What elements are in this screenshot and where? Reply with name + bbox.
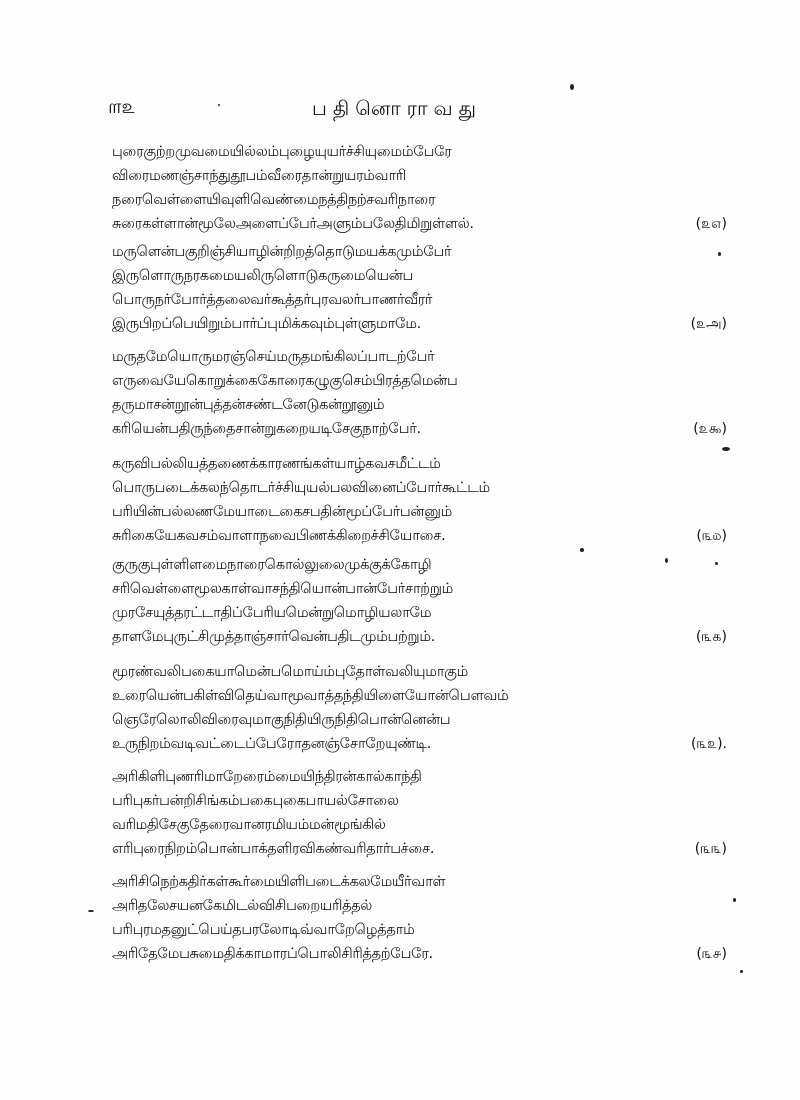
verse-line: சரிவெள்ளைமூலகாள்வாசந்தியொன்பான்பேர்சாற்றும் xyxy=(112,580,453,597)
verse-number: (௨௭) xyxy=(695,216,727,232)
verse-line: பொருநர்போர்த்தலைவர்கூத்தர்புரவலர்பாணர்வீரர் xyxy=(112,291,433,308)
verse-line: இருபிறப்பெயிறும்பார்ப்புமிக்கவும்புள்ளுமாமே. xyxy=(112,315,421,332)
scan-speck xyxy=(665,558,668,563)
verse-number: (௩௨). xyxy=(691,736,727,752)
scan-speck xyxy=(580,548,584,552)
verse-line: ஞெரேலொலிவிரைவுமாகுநிதியிருநிதிபொன்னென்ப xyxy=(112,711,451,728)
verse-line: அரிதேமேபசுமைதிக்காமாரப்பொலிசிரித்தற்பேரே. xyxy=(112,945,433,962)
verse-number: (௩௧) xyxy=(695,629,727,645)
chapter-title: பதினொராவது xyxy=(312,96,482,120)
verse-line: அரிசிநெற்கதிர்கள்கூர்மையிளிபடைக்கலமேயீர்வாள் xyxy=(112,873,446,890)
verse-line: முரசேயுத்தரட்டாதிப்பேரியமென்றுமொழியலாமே xyxy=(112,604,432,621)
verse-line: மூரண்வலிபகையாமென்பமொய்ம்புதோள்வலியுமாகும் xyxy=(112,663,469,680)
verse-line: உரையென்பகிள்விதெய்வாமூவாத்தந்தியிளையோன்பௌவம் xyxy=(112,687,509,704)
verse-number: (௨௯) xyxy=(693,421,727,437)
scan-speck xyxy=(740,970,743,973)
verse-line: குருகுபுள்ளிளமைநாரைகொல்லுலைமுக்குக்கோழி xyxy=(112,556,432,573)
verse-line: அரிகிளிபுணரிமாறேரைம்மையிந்திரன்கால்காந்தி xyxy=(112,768,422,785)
scan-speck xyxy=(570,84,574,90)
verse-line: உருநிறம்வடிவட்டைப்பேரோதனஞ்சோறேயுண்டி. xyxy=(112,735,431,752)
verse-line: மருளென்பகுறிஞ்சியாழின்றிறத்தொடுமயக்கமும்பேர் xyxy=(112,243,452,260)
verse-line: அரிதலேசயனகேமிடல்விசிபறையரித்தல் xyxy=(112,897,373,914)
verse-line: எரிபுரைநிறம்பொன்பாக்தளிரவிகண்வரிதார்பச்சை. xyxy=(112,840,435,857)
verse-line: வரிமதிசேகுதேரைவானரமியம்மன்மூங்கில் xyxy=(112,816,386,833)
scan-speck xyxy=(218,104,220,106)
scan-speck xyxy=(722,447,730,451)
verse-line: விரைமணஞ்சாந்துதூபம்வீரைதான்றுயரம்வாரி xyxy=(112,167,406,184)
verse-line: பரிபுகர்பன்றிசிங்கம்பகைபுகைபாயல்சோலை xyxy=(112,792,399,809)
verse-number: (௩௩) xyxy=(694,841,727,857)
verse-line: புரைகுற்றமுவமையில்லம்புழையுயர்ச்சியுமைம்பேரே xyxy=(112,143,452,160)
verse-line: சுரிகையேகவசம்வாளாநவைபிணக்கிறைச்சியோசை. xyxy=(112,527,446,544)
verse-line: பொருபடைக்கலந்தொடர்ச்சியுயல்பலவினைப்போர்கூட்டம் xyxy=(112,479,490,496)
verse-line: சுரைகள்ளான்மூலேஅளைப்பேர்அளும்பலேதிமிறுள்ளல். xyxy=(112,215,474,232)
stanza xyxy=(112,870,727,966)
verse-number: (௩௰) xyxy=(696,528,727,544)
verse-line: பரியின்பல்லணமேயாடைகைசபதின்மூப்பேர்பன்னும் xyxy=(112,503,452,520)
stanza xyxy=(112,240,727,336)
verse-line: தருமாசன்றூன்புத்தன்சண்டனேடுகன்றூனும் xyxy=(112,396,385,413)
verse-line: மருதமேயொருமரஞ்செய்மருதமங்கிலப்பாடற்பேர் xyxy=(112,348,435,365)
stanza xyxy=(112,765,727,861)
scan-speck xyxy=(733,898,736,902)
stanza xyxy=(112,553,727,649)
stanza xyxy=(112,660,727,756)
stanza xyxy=(112,452,727,548)
verse-line: பரிபுரமதனுட்பெய்தபரலோடிவ்வாறேழெத்தாம் xyxy=(112,921,415,938)
scan-speck xyxy=(715,562,718,565)
verse-number: (௩௪) xyxy=(696,946,727,962)
verse-line: இருளொருநரகமையலிருளொடுகருமையென்ப xyxy=(112,267,413,284)
verse-number: (௨அ) xyxy=(690,316,727,332)
page-number: ௱௨ xyxy=(108,94,136,118)
verse-line: தாளமேபுருட்சிமுத்தாஞ்சார்வென்பதிடமும்பற்றும். xyxy=(112,628,435,645)
verse-line: எருவையேகொறுக்கைகோரைகழுகுசெம்பிரத்தமென்ப xyxy=(112,372,458,389)
stanza xyxy=(112,345,727,441)
page-header xyxy=(108,92,708,126)
verse-line: கரியென்பதிருந்தைசான்றுகறையடிசேகுநாற்பேர். xyxy=(112,420,421,437)
verse-line: கருவிபல்லியத்தணைக்காரணங்கள்யாழ்கவசமீட்டம் xyxy=(112,455,441,472)
scan-speck xyxy=(718,252,721,256)
stanza xyxy=(112,140,727,236)
verse-line: நரைவெள்ளையிவுளிவெண்மைநத்திநற்சவரிநாரை xyxy=(112,191,436,208)
scan-speck xyxy=(88,910,94,912)
